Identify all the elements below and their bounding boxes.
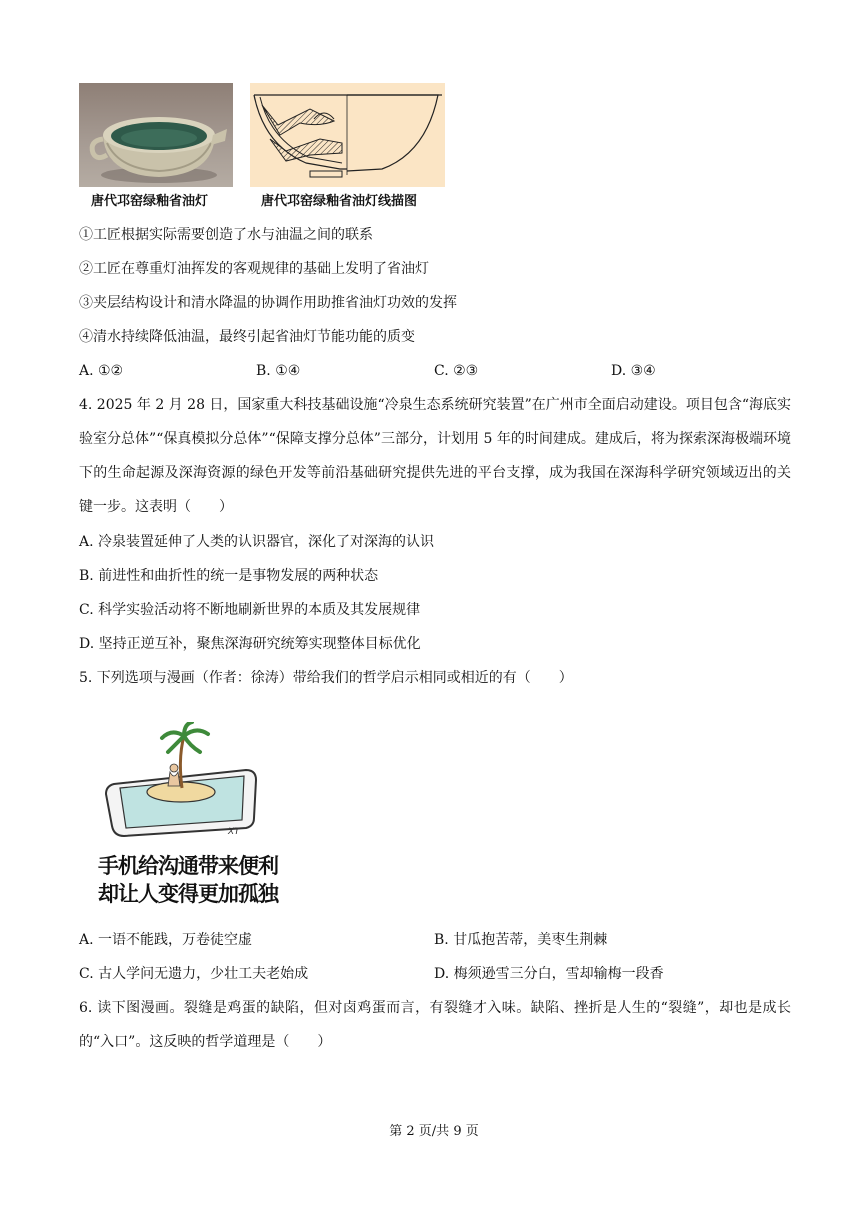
q5-option-c: C. 古人学问无遗力，少壮工夫老始成 bbox=[79, 966, 309, 982]
q3-option-c: C. ②③ bbox=[434, 363, 479, 379]
q3-option-d: D. ③④ bbox=[611, 363, 656, 379]
q4-option-c: C. 科学实验活动将不断地刷新世界的本质及其发展规律 bbox=[79, 602, 421, 618]
q4-option-d: D. 坚持正逆互补，聚焦深海研究统筹实现整体目标优化 bbox=[79, 636, 421, 652]
q3-option-a: A. ①② bbox=[79, 363, 124, 379]
left-figure-caption: 唐代邛窑绿釉省油灯 bbox=[91, 194, 209, 209]
q5-option-a: A. 一语不能践，万卷徒空虚 bbox=[79, 932, 253, 948]
q5-stem: 5. 下列选项与漫画（作者：徐涛）带给我们的哲学启示相同或相近的有（ ） bbox=[79, 670, 573, 686]
phone-island-cartoon bbox=[96, 722, 278, 912]
q3-option-b: B. ①④ bbox=[256, 363, 301, 379]
cartoon-signature: XT bbox=[228, 827, 240, 837]
cartoon-caption-line2: 却让人变得更加孤独 bbox=[98, 882, 278, 906]
q3-statement-1: ①工匠根据实际需要创造了水与油温之间的联系 bbox=[79, 227, 373, 243]
q3-statement-3: ③夹层结构设计和清水降温的协调作用助推省油灯功效的发挥 bbox=[79, 295, 457, 311]
q4-option-a: A. 冷泉装置延伸了人类的认识器官，深化了对深海的认识 bbox=[79, 534, 435, 550]
q4-option-b: B. 前进性和曲折性的统一是事物发展的两种状态 bbox=[79, 568, 379, 584]
q6-stem: 6. 读下图漫画。裂缝是鸡蛋的缺陷，但对卤鸡蛋而言，有裂缝才入味。缺陷、挫折是人生的“裂缝”，却也是成长的“入口”。这反映的哲学道理是（ ） bbox=[79, 1000, 791, 1050]
oil-lamp-line-drawing bbox=[250, 83, 445, 187]
right-figure-caption: 唐代邛窑绿釉省油灯线描图 bbox=[261, 194, 418, 209]
oil-lamp-photo bbox=[79, 83, 233, 187]
cartoon-caption-line1: 手机给沟通带来便利 bbox=[98, 854, 278, 878]
q5-option-d: D. 梅须逊雪三分白，雪却输梅一段香 bbox=[434, 966, 664, 982]
page-footer: 第 2 页/共 9 页 bbox=[389, 1124, 479, 1139]
q5-option-b: B. 甘瓜抱苦蒂，美枣生荆棘 bbox=[434, 932, 608, 948]
q4-stem: 4. 2025 年 2 月 28 日，国家重大科技基础设施“冷泉生态系统研究装置”在广州市全面启动建设。项目包含“海底实验室分总体”“保真模拟分总体”“保障支撑分总体”三部分，计划用 5 年的时间建成。建成后，将为探索深海极端环境下的生命起源及深海资源的绿色开发等前沿基础研究提供先进的平台支撑，成为我国在深海科学研究领域迈出的关键一步。这表明（ ） bbox=[79, 397, 791, 515]
q3-statement-2: ②工匠在尊重灯油挥发的客观规律的基础上发明了省油灯 bbox=[79, 261, 429, 277]
q3-statement-4: ④清水持续降低油温，最终引起省油灯节能功能的质变 bbox=[79, 329, 415, 345]
